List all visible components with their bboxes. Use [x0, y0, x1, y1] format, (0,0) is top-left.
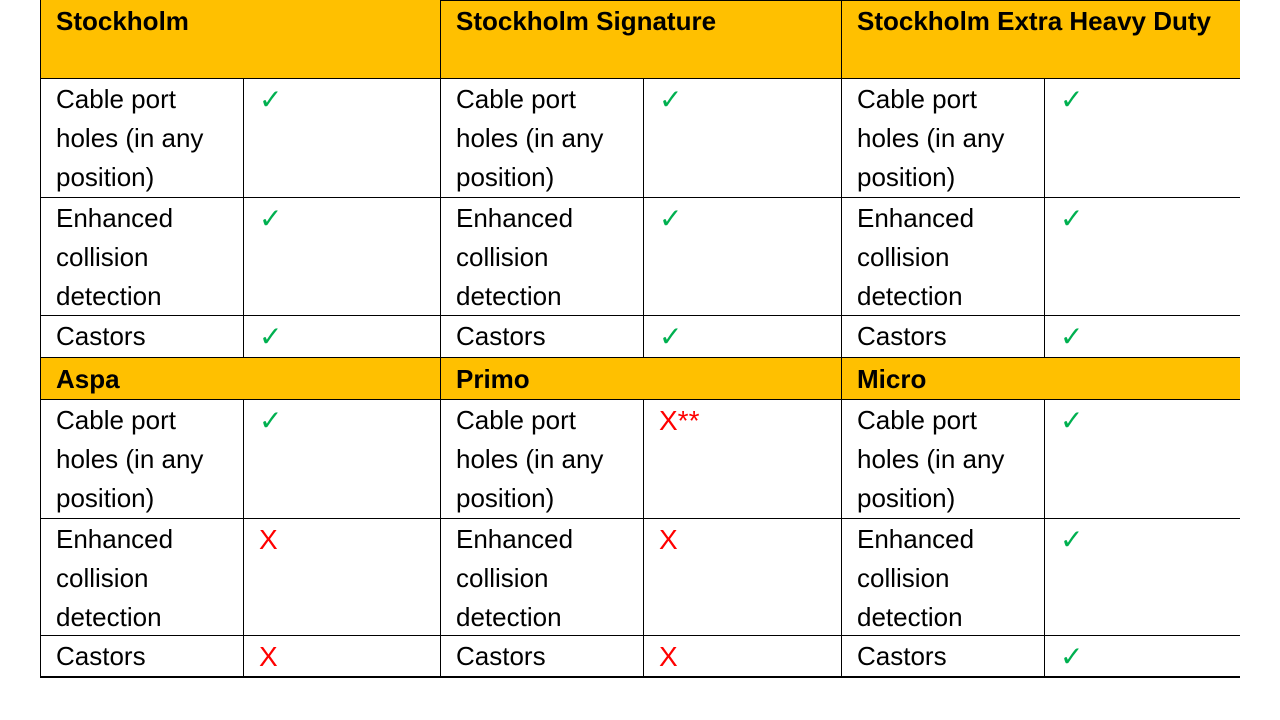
column-divider — [1044, 399, 1045, 518]
feature-label: Cable port holes (in any position) — [56, 405, 204, 513]
feature-label: Enhanced collision detection — [857, 203, 975, 311]
column-divider — [643, 78, 644, 197]
row-divider — [40, 676, 1240, 678]
column-divider — [1044, 635, 1045, 677]
check-icon: ✓ — [659, 203, 683, 234]
feature-label: Castors — [857, 641, 947, 671]
feature-label: Cable port holes (in any position) — [857, 405, 1005, 513]
feature-label: Cable port holes (in any position) — [456, 84, 604, 192]
column-divider — [643, 518, 644, 635]
header-divider — [40, 399, 1240, 400]
product-name: Primo — [456, 364, 530, 394]
check-icon: ✓ — [659, 321, 683, 352]
feature-label: Enhanced collision detection — [857, 524, 975, 632]
cross-mark: X** — [659, 405, 700, 436]
column-divider — [440, 0, 441, 677]
product-name: Stockholm — [56, 6, 189, 36]
feature-label: Castors — [56, 641, 146, 671]
check-icon: ✓ — [1060, 524, 1084, 555]
check-icon: ✓ — [259, 203, 283, 234]
feature-label: Cable port holes (in any position) — [56, 84, 204, 192]
row-divider — [40, 315, 1240, 316]
feature-label: Castors — [857, 321, 947, 351]
check-icon: ✓ — [259, 321, 283, 352]
feature-label: Castors — [456, 321, 546, 351]
row-divider — [40, 518, 1240, 519]
column-divider — [40, 0, 41, 677]
table-top-border — [440, 0, 1240, 1]
column-divider — [643, 197, 644, 315]
cross-mark: X — [259, 641, 278, 672]
column-divider — [1044, 78, 1045, 197]
check-icon: ✓ — [259, 405, 283, 436]
column-divider — [1044, 518, 1045, 635]
check-icon: ✓ — [1060, 84, 1084, 115]
column-divider — [243, 399, 244, 518]
column-divider — [243, 197, 244, 315]
check-icon: ✓ — [659, 84, 683, 115]
header-divider — [40, 78, 1240, 79]
column-divider — [643, 315, 644, 358]
column-divider — [243, 518, 244, 635]
check-icon: ✓ — [1060, 641, 1084, 672]
cross-mark: X — [659, 641, 678, 672]
column-divider — [243, 315, 244, 358]
product-name: Stockholm Signature — [456, 6, 717, 36]
feature-label: Enhanced collision detection — [456, 203, 574, 311]
column-divider — [1044, 197, 1045, 315]
column-divider — [243, 78, 244, 197]
row-divider — [40, 635, 1240, 636]
feature-label: Enhanced collision detection — [56, 203, 174, 311]
row-divider — [40, 197, 1240, 198]
feature-label: Castors — [56, 321, 146, 351]
feature-label: Cable port holes (in any position) — [857, 84, 1005, 192]
check-icon: ✓ — [1060, 405, 1084, 436]
column-divider — [243, 635, 244, 677]
feature-label: Castors — [456, 641, 546, 671]
product-name: Stockholm Extra Heavy Duty — [857, 6, 1212, 36]
feature-label: Enhanced collision detection — [56, 524, 174, 632]
column-divider — [1044, 315, 1045, 358]
column-divider — [643, 399, 644, 518]
check-icon: ✓ — [1060, 321, 1084, 352]
cross-mark: X — [259, 524, 278, 555]
feature-label: Cable port holes (in any position) — [456, 405, 604, 513]
check-icon: ✓ — [1060, 203, 1084, 234]
product-name: Aspa — [56, 364, 120, 394]
feature-label: Enhanced collision detection — [456, 524, 574, 632]
column-divider — [841, 0, 842, 677]
check-icon: ✓ — [259, 84, 283, 115]
cross-mark: X — [659, 524, 678, 555]
column-divider — [643, 635, 644, 677]
product-name: Micro — [857, 364, 927, 394]
